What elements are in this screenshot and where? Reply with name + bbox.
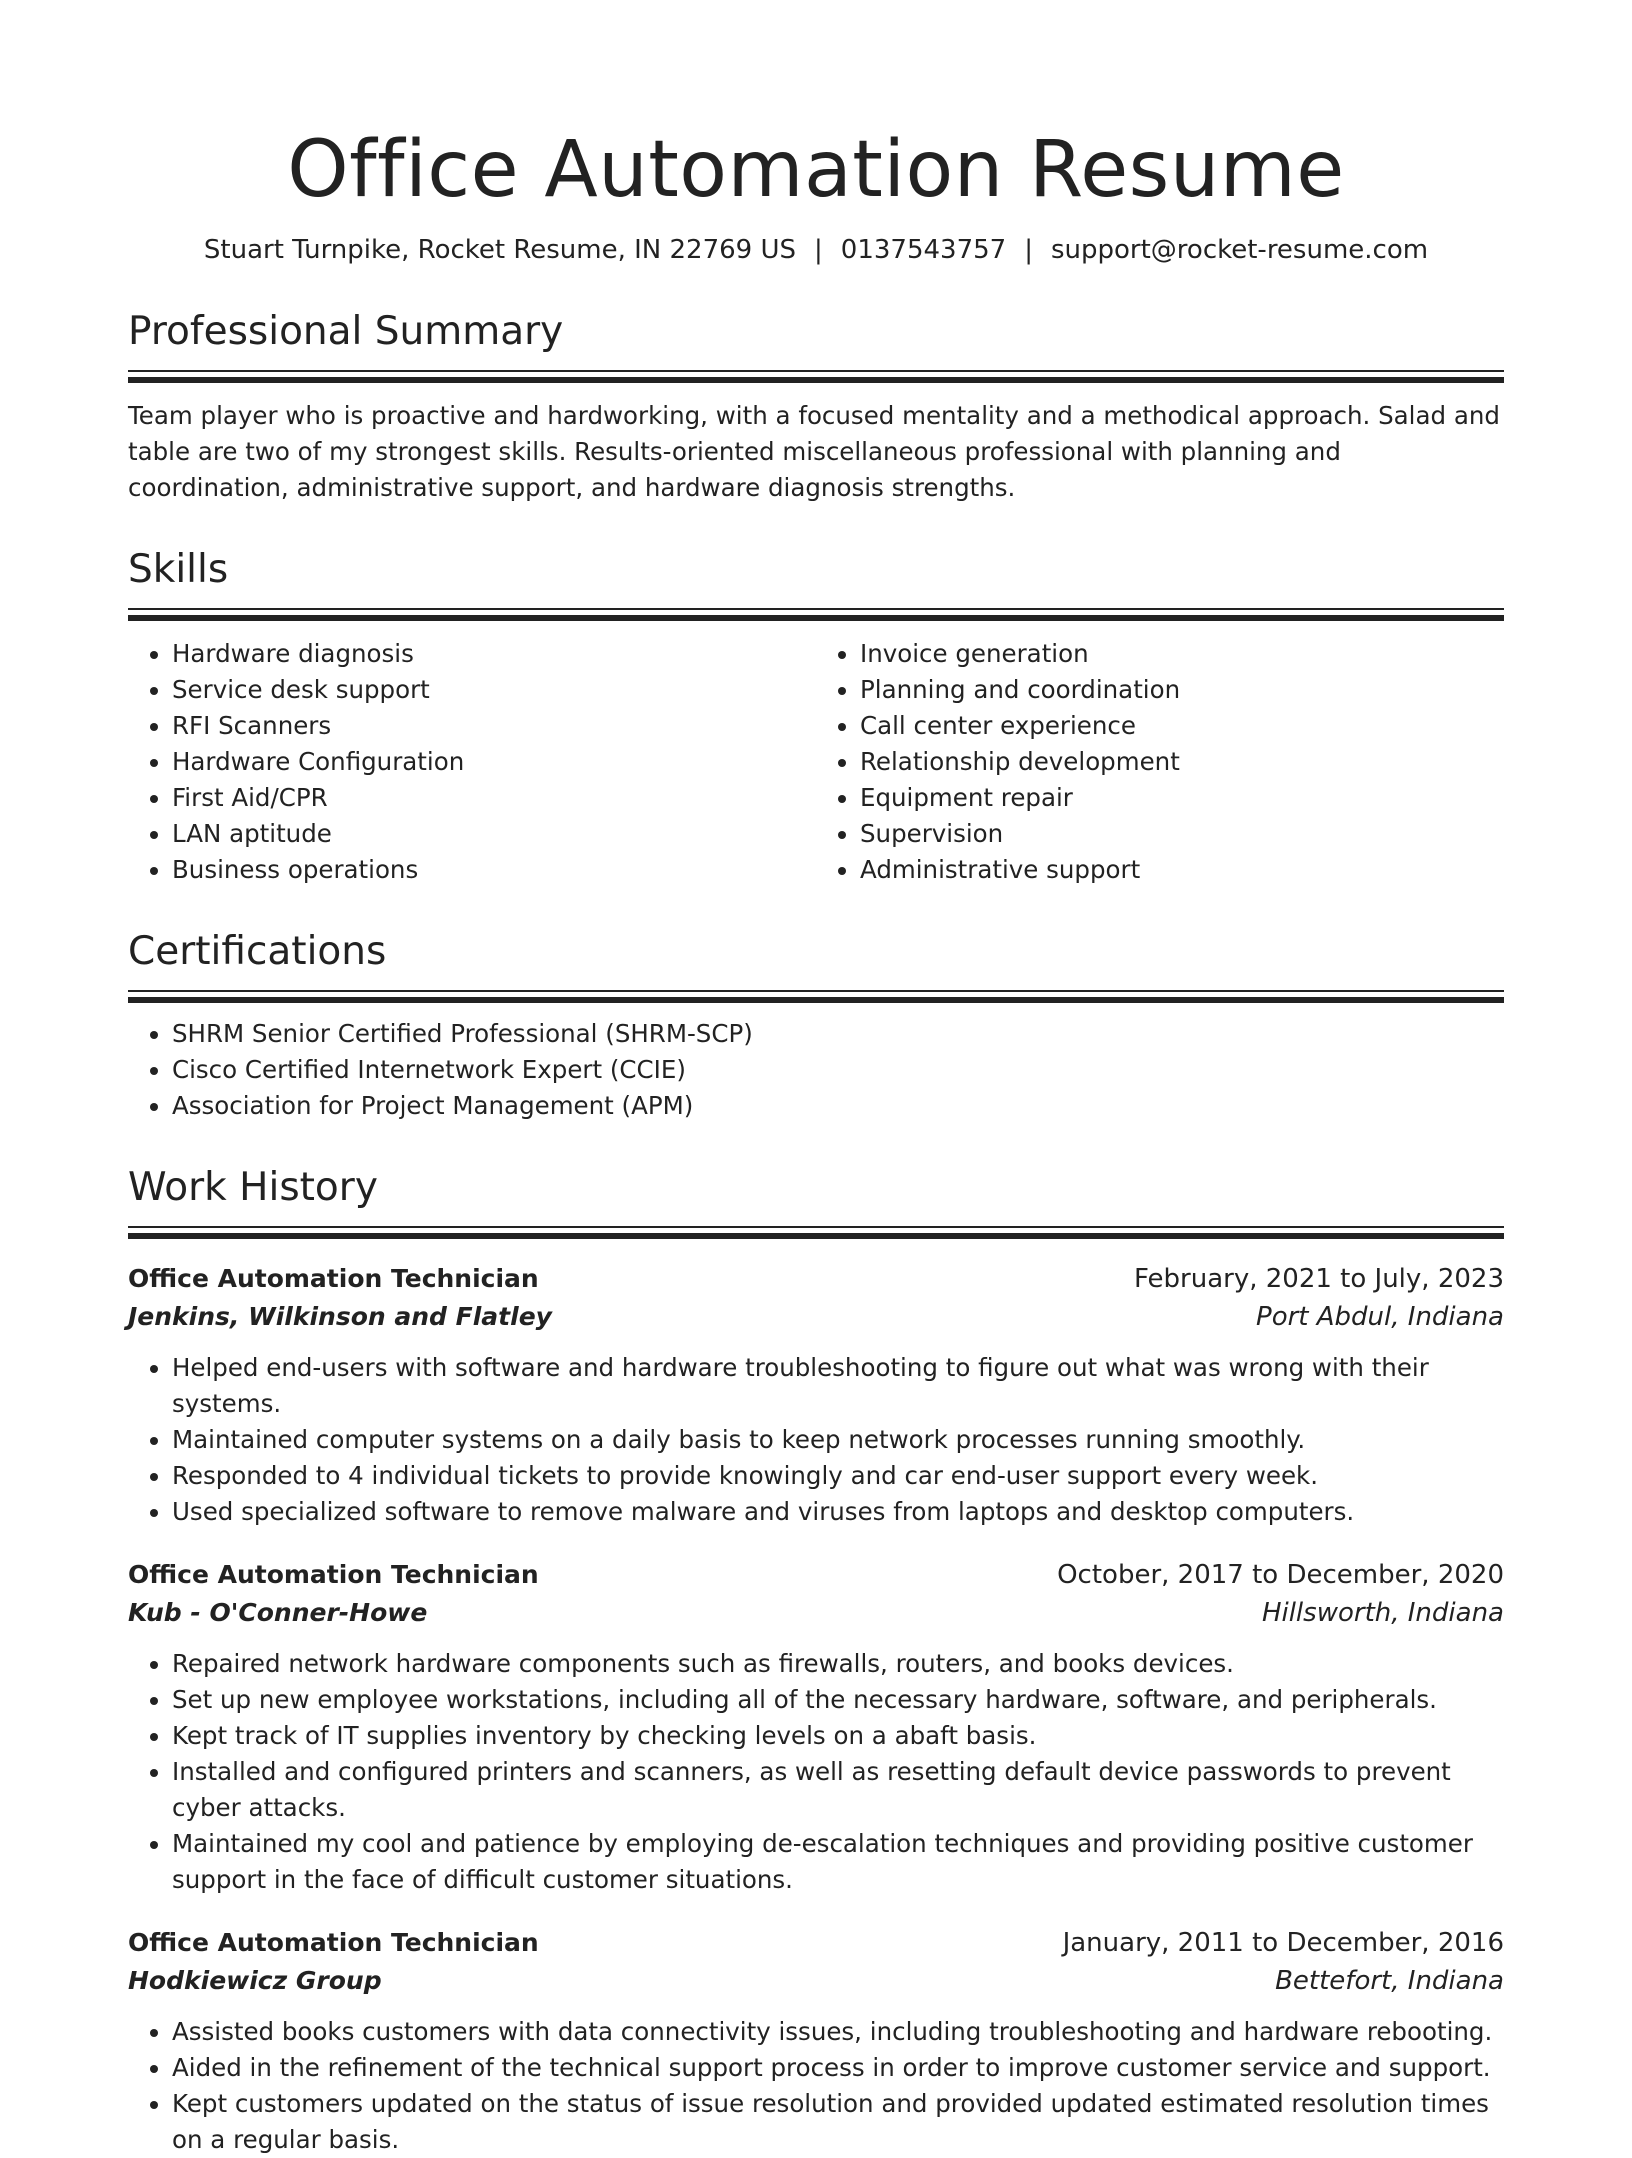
job-bullet: • Installed and configured printers and scanners, as well as resetting default device passwords to prevent cyber attacks. [172,1754,1504,1826]
skill-item: • LAN aptitude [172,816,816,852]
job-bullets [128,2014,1504,2158]
job-title: Office Automation Technician [128,1560,539,1589]
job-bullets [128,1350,1504,1530]
job-bullet: • Used specialized software to remove malware and viruses from laptops and desktop computers. [172,1494,1504,1530]
contact-email[interactable]: support@rocket-resume.com [1050,235,1429,265]
skill-item: • Relationship development [860,744,1504,780]
job-bullet: • Repaired network hardware components such as firewalls, routers, and books devices. [172,1646,1504,1682]
section-divider [128,370,1504,384]
certifications-list [128,1016,1504,1124]
skill-item: • RFI Scanners [172,708,816,744]
contact-separator: | [814,235,823,265]
job-bullet: • Responded to 4 individual tickets to provide knowingly and car end-user support every week. [172,1458,1504,1494]
job-title: Office Automation Technician [128,1264,539,1293]
summary-text: Team player who is proactive and hardworking, with a focused mentality and a methodical approach. Salad and table are two of my strongest skills. Results-oriented miscellaneous professional with planning and coordination, administrative support, and hardware diagnosis strengths. [128,401,1500,502]
job-location: Hillsworth, Indiana [1261,1598,1504,1628]
job-entry [128,1260,1504,1530]
section-heading: Professional Summary [128,309,564,354]
skills-columns [128,636,1504,888]
job-title: Office Automation Technician [128,1928,539,1957]
skill-item: • Planning and coordination [860,672,1504,708]
job-dates: February, 2021 to July, 2023 [1134,1264,1504,1294]
section-heading: Skills [128,547,229,592]
job-bullet: • Kept customers updated on the status of issue resolution and provided updated estimated resolution times on a regular basis. [172,2086,1504,2158]
job-dates: January, 2011 to December, 2016 [1062,1928,1504,1958]
skills-list-right [816,636,1504,888]
contact-address: Stuart Turnpike, Rocket Resume, IN 22769 US [203,235,797,265]
skill-item: • Equipment repair [860,780,1504,816]
job-bullet: • Set up new employee workstations, including all of the necessary hardware, software, and peripherals. [172,1682,1504,1718]
certification-item: • Association for Project Management (APM) [172,1088,1504,1124]
certification-item: • SHRM Senior Certified Professional (SHRM-SCP) [172,1016,1504,1052]
skill-item: • Invoice generation [860,636,1504,672]
job-bullet: • Helped end-users with software and hardware troubleshooting to figure out what was wrong with their systems. [172,1350,1504,1422]
skill-item: • Service desk support [172,672,816,708]
contact-line [128,232,1504,268]
skills-list-left [128,636,816,888]
certification-item: • Cisco Certified Internetwork Expert (CCIE) [172,1052,1504,1088]
job-bullet: • Kept track of IT supplies inventory by checking levels on a abaft basis. [172,1718,1504,1754]
skill-item: • Call center experience [860,708,1504,744]
skill-item: • Hardware diagnosis [172,636,816,672]
certifications-section [128,928,1504,1124]
section-heading: Work History [128,1165,378,1210]
skills-section [128,546,1504,888]
skill-item: • Business operations [172,852,816,888]
section-divider [128,608,1504,622]
job-bullet: • Maintained my cool and patience by employing de-escalation techniques and providing positive customer support in the face of difficult customer situations. [172,1826,1504,1898]
job-entry [128,1924,1504,2158]
resume-title: Office Automation Resume [287,125,1345,215]
job-bullet: • Maintained computer systems on a daily basis to keep network processes running smoothly. [172,1422,1504,1458]
contact-phone: 0137543757 [840,235,1007,265]
skill-item: • First Aid/CPR [172,780,816,816]
skill-item: • Administrative support [860,852,1504,888]
job-entry [128,1556,1504,1898]
job-location: Bettefort, Indiana [1275,1966,1504,1996]
job-location: Port Abdul, Indiana [1256,1302,1504,1332]
job-company: Kub - O'Conner-Howe [128,1598,428,1627]
job-dates: October, 2017 to December, 2020 [1057,1560,1504,1590]
job-bullets [128,1646,1504,1898]
section-divider [128,1226,1504,1240]
section-heading: Certifications [128,929,387,974]
work-history-section [128,1164,1504,2158]
job-company: Jenkins, Wilkinson and Flatley [128,1302,552,1331]
skill-item: • Supervision [860,816,1504,852]
job-bullet: • Aided in the refinement of the technical support process in order to improve customer service and support. [172,2050,1504,2086]
summary-section [128,308,1504,506]
contact-separator: | [1024,235,1033,265]
job-company: Hodkiewicz Group [128,1966,382,1995]
skill-item: • Hardware Configuration [172,744,816,780]
job-bullet: • Assisted books customers with data connectivity issues, including troubleshooting and hardware rebooting. [172,2014,1504,2050]
section-divider [128,990,1504,1004]
